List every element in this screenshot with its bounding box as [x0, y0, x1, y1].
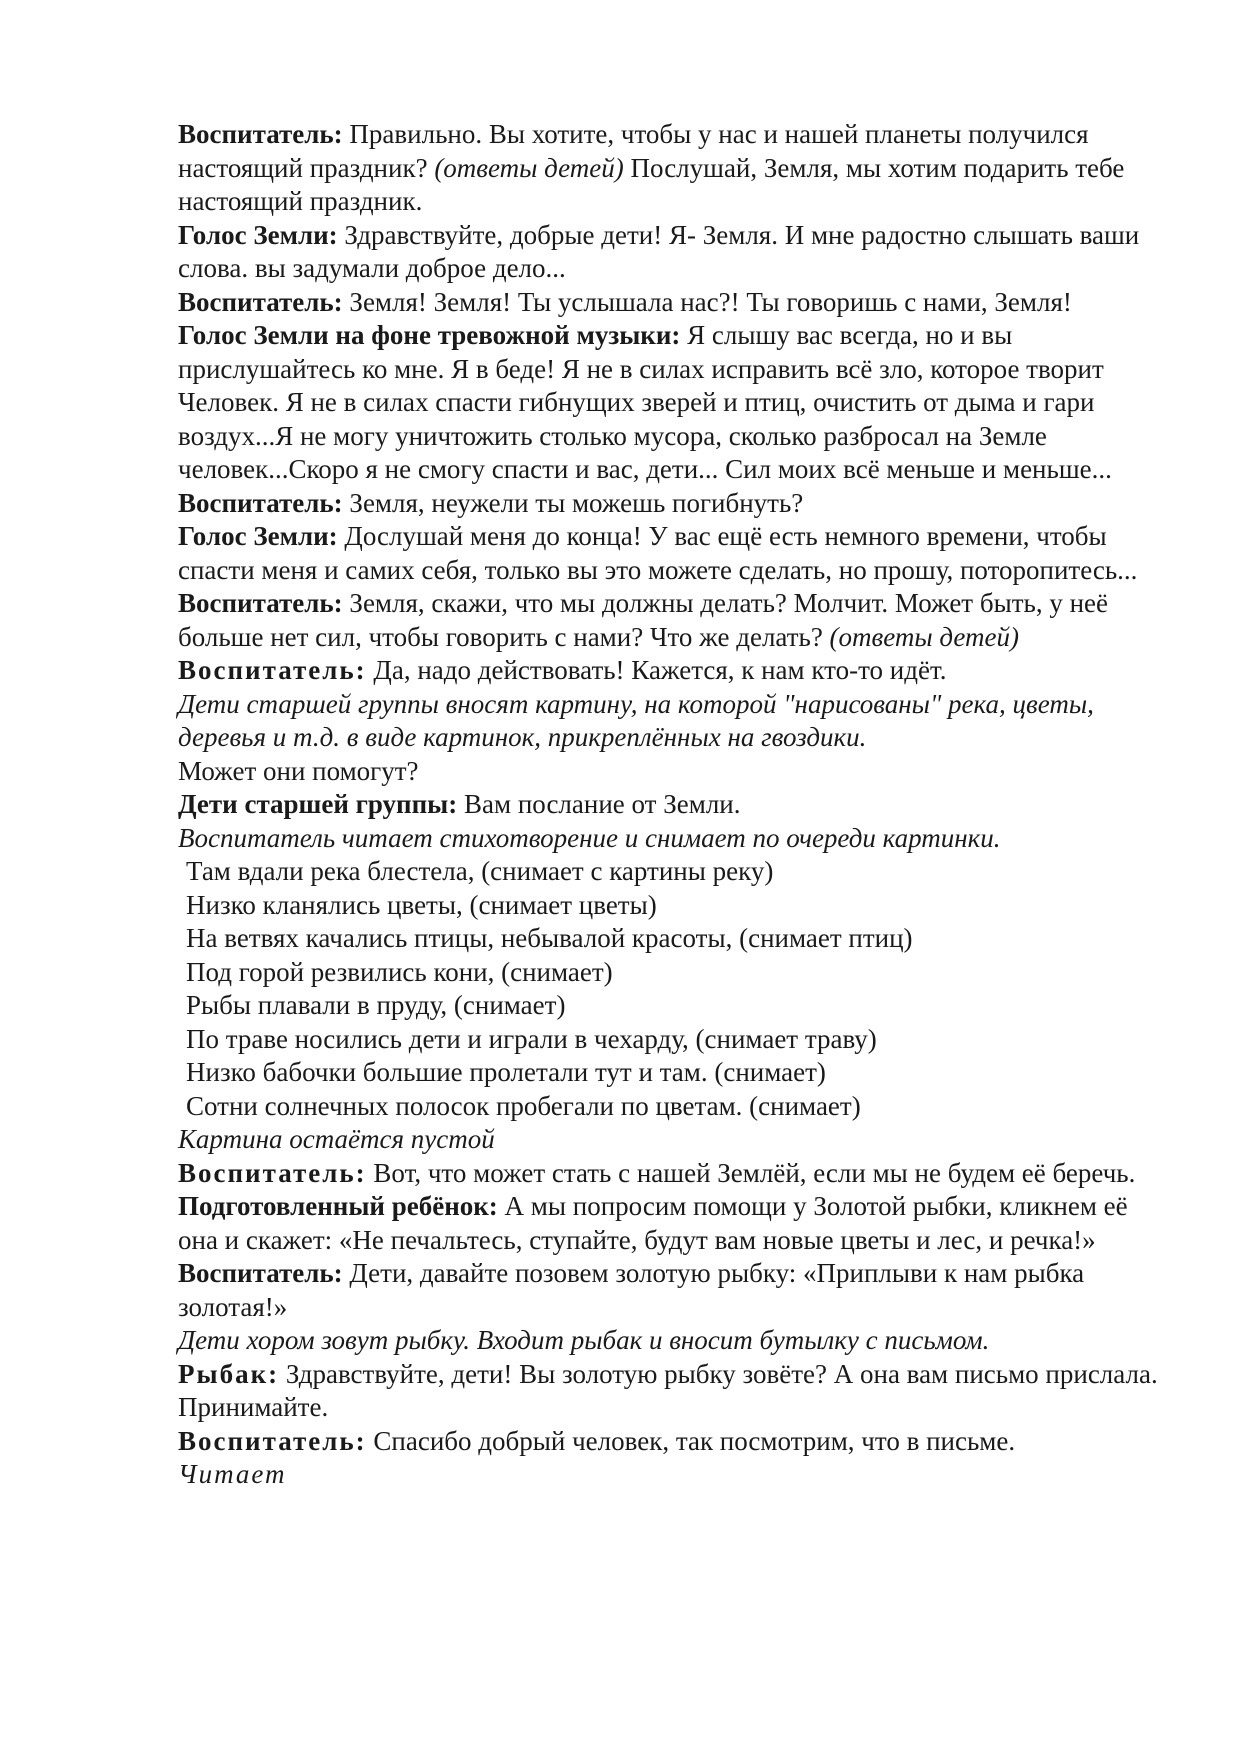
verse-line [178, 1023, 1168, 1057]
stage-direction [178, 1324, 1168, 1358]
dialogue-line [178, 1358, 1168, 1425]
speaker-label: Подготовленный ребёнок: [178, 1191, 498, 1221]
speech-text: Низко бабочки большие пролетали тут и там. (снимает) [186, 1057, 826, 1087]
document-body [178, 118, 1168, 1492]
speaker-label: Голос Земли: [178, 521, 338, 551]
speech-text: Спасибо добрый человек, так посмотрим, что в письме. [366, 1425, 1016, 1456]
speaker-label: Голос Земли на фоне тревожной музыки: [178, 320, 681, 350]
stage-direction [178, 822, 1168, 856]
speech-text: Вам послание от Земли. [457, 789, 741, 819]
speech-text: А мы попросим помощи у Золотой рыбки, кликнем её она и скажет: «Не печальтесь, ступайте, будут вам новые цветы и лес, и речка!» [178, 1191, 1128, 1255]
italic-remark: Картина остаётся пустой [178, 1124, 495, 1154]
speaker-label: Воспитатель: [178, 1157, 367, 1188]
dialogue-line [178, 587, 1168, 654]
dialogue-line [178, 118, 1168, 219]
speech-text: Земля! Земля! Ты услышала нас?! Ты говоришь с нами, Земля! [342, 286, 1072, 317]
speaker-label: Рыбак: [178, 1358, 280, 1389]
italic-remark: (ответы детей) [829, 621, 1020, 652]
speech-text: Может они помогут? [178, 755, 419, 786]
speaker-label: Воспитатель: [178, 487, 343, 518]
dialogue-line [178, 1190, 1168, 1257]
speech-text: Правильно. Вы хотите, чтобы у нас и нашей планеты получился настоящий праздник? [178, 119, 1089, 183]
speaker-label: Дети старшей группы: [178, 789, 458, 819]
speech-text: Там вдали река блестела, (снимает с картины реку) [186, 856, 774, 886]
italic-remark: Воспитатель читает стихотворение и снимает по очереди картинки. [178, 822, 1001, 853]
speech-text: Низко кланялись цветы, (снимает цветы) [186, 889, 657, 920]
speech-text: На ветвях качались птицы, небывалой красоты, (снимает птиц) [186, 923, 913, 953]
verse-line [178, 922, 1168, 956]
italic-remark: Читает [178, 1459, 287, 1489]
speech-text: Я слышу вас всегда, но и вы прислушайтесь ко мне. Я в беде! Я не в силах исправить всё зло, которое творит Человек. Я не в силах спасти гибнущих зверей и птиц, очистить от дыма и гари воздух...Я не могу уничтожить столько мусора, сколько разбросал на Земле человек...Скоро я не смогу спасти и вас, дети... Сил моих всё меньше и меньше... [178, 320, 1112, 484]
verse-line [178, 1090, 1168, 1124]
speech-text: Здравствуйте, добрые дети! Я- Земля. И мне радостно слышать ваши слова. вы задумали доброе дело... [178, 219, 1140, 283]
verse-line [178, 889, 1168, 923]
speaker-label: Воспитатель: [178, 1425, 367, 1456]
speech-text: Земля, неужели ты можешь погибнуть? [342, 487, 804, 518]
speech-text: Рыбы плавали в пруду, (снимает) [186, 990, 566, 1020]
stage-direction [178, 1458, 1168, 1492]
verse-line [178, 1056, 1168, 1090]
speaker-label: Воспитатель: [178, 119, 343, 149]
dialogue-line [178, 219, 1168, 286]
speaker-label: Воспитатель: [178, 588, 343, 618]
speech-text: Вот, что может стать с нашей Землёй, если мы не будем её беречь. [366, 1157, 1136, 1188]
dialogue-line [178, 788, 1168, 822]
dialogue-line [178, 319, 1168, 487]
italic-remark: (ответы детей) [434, 152, 624, 183]
stage-direction [178, 688, 1168, 755]
speech-text: Дослушай меня до конца! У вас ещё есть немного времени, чтобы спасти меня и самих себя, только вы это можете сделать, но прошу, поторопитесь... [178, 521, 1138, 585]
speech-text: Да, надо действовать! Кажется, к нам кто-то идёт. [366, 655, 947, 685]
stage-direction [178, 1123, 1168, 1157]
dialogue-line [178, 1425, 1168, 1459]
speech-text: Земля, скажи, что мы должны делать? Молчит. Может быть, у неё больше нет сил, чтобы говорить с нами? Что же делать? [178, 588, 1109, 652]
speaker-label: Воспитатель: [178, 286, 343, 317]
dialogue-line [178, 286, 1168, 320]
dialogue-line [178, 1157, 1168, 1191]
dialogue-line [178, 654, 1168, 688]
speech-text: Здравствуйте, дети! Вы золотую рыбку зовёте? А она вам письмо прислала. Принимайте. [178, 1358, 1158, 1422]
dialogue-line [178, 1257, 1168, 1324]
speaker-label: Воспитатель: [178, 655, 367, 685]
speech-text: Послушай, Земля, мы хотим подарить тебе настоящий праздник. [178, 152, 1125, 216]
dialogue-line [178, 487, 1168, 521]
dialogue-line [178, 520, 1168, 587]
speaker-label: Голос Земли: [178, 219, 338, 250]
italic-remark: Дети хором зовут рыбку. Входит рыбак и вносит бутылку с письмом. [178, 1325, 990, 1355]
verse-line [178, 989, 1168, 1023]
speech-text: Дети, давайте позовем золотую рыбку: «Приплыви к нам рыбка золотая!» [178, 1258, 1085, 1322]
verse-line [178, 956, 1168, 990]
italic-remark: Дети старшей группы вносят картину, на которой "нарисованы" река, цветы, деревья и т.д. в виде картинок, прикреплённых на гвоздики. [178, 688, 1094, 752]
verse-line [178, 855, 1168, 889]
speech-text: Под горой резвились кони, (снимает) [186, 956, 613, 987]
speech-text: Сотни солнечных полосок пробегали по цветам. (снимает) [186, 1090, 861, 1121]
speech-text: По траве носились дети и играли в чехарду, (снимает траву) [186, 1023, 877, 1054]
speaker-label: Воспитатель: [178, 1258, 343, 1288]
stage-direction [178, 755, 1168, 789]
